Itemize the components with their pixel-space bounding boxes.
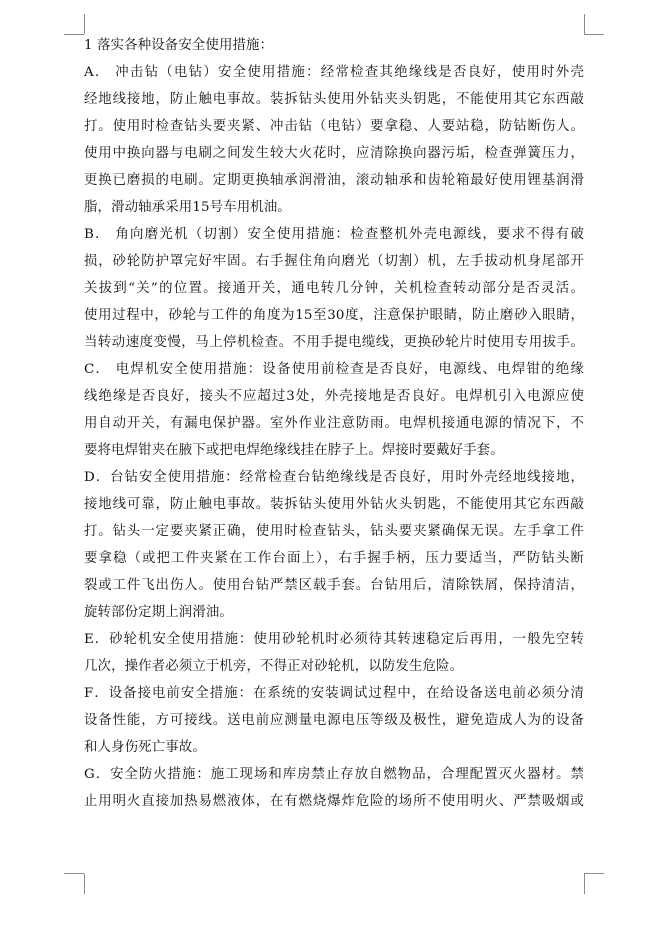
item-b-line-3: 关拔到“关”的位置。接通开关，通电转几分钟，关机检查转动部分是否灵活。: [84, 281, 584, 296]
crop-mark-top-left-h: [64, 34, 84, 35]
item-b-line-4: 使用过程中，砂轮与工件的角度为15至30度，注意保护眼睛，防止磨砂入眼睛，: [84, 308, 584, 323]
section-heading: 1 落实各种设备安全使用措施：: [84, 38, 274, 53]
item-c-line-1: C． 电焊机安全使用措施：设备使用前检查是否良好，电源线、电焊钳的绝缘: [84, 362, 584, 377]
item-e-line-1: E．砂轮机安全使用措施：使用砂轮机时必须待其转速稳定后再用，一般先空转: [84, 632, 584, 647]
item-a-line-1: A． 冲击钻（电钻）安全使用措施：经常检查其绝缘线是否良好，使用时外壳: [84, 65, 584, 80]
item-c-line-2: 线绝缘是否良好，接头不应超过3处，外壳接地是否良好。电焊机引入电源应使: [84, 389, 584, 404]
item-a-line-2: 经地线接地，防止触电事故。装拆钻头使用外钻夹头钥匙，不能使用其它东西敲: [84, 92, 584, 107]
item-d-line-2: 接地线可靠，防止触电事故。装拆钻头使用外钻火头钥匙，不能使用其它东西敲: [84, 497, 584, 512]
item-c-line-4: 要将电焊钳夹在腋下或把电焊绝缘线挂在脖子上。焊接时要戴好手套。: [84, 443, 504, 458]
item-c-line-3: 用自动开关，有漏电保护器。室外作业注意防雨。电焊机接通电源的情况下，不: [84, 416, 584, 431]
item-f-line-1: F．设备接电前安全措施：在系统的安装调试过程中，在给设备送电前必须分清: [84, 686, 584, 701]
item-a-line-4: 使用中换向器与电刷之间发生较大火花时，应清除换向器污垢，检查弹簧压力，: [84, 146, 584, 161]
crop-mark-top-right-v: [584, 14, 585, 34]
item-d-line-3: 打。钻头一定要夹紧正确，使用时检查钻头，钻头要夹紧确保无误。左手拿工件: [84, 524, 584, 539]
crop-mark-top-right-h: [584, 34, 604, 35]
item-f-line-3: 和人身伤死亡事故。: [84, 740, 206, 755]
item-e-line-2: 几次，操作者必须立于机旁，不得正对砂轮机，以防发生危险。: [84, 659, 464, 674]
item-b-line-5: 当转动速度变慢，马上停机检查。不用手提电缆线，更换砂轮片时使用专用拔手。: [84, 335, 584, 350]
item-d-line-6: 旋转部份定期上润滑油。: [84, 605, 233, 620]
crop-mark-bottom-right-v: [584, 874, 585, 894]
item-g-line-1: G．安全防火措施：施工现场和库房禁止存放自燃物品，合理配置灭火器材。禁: [84, 767, 584, 782]
item-g-line-2: 止用明火直接加热易燃液体，在有燃烧爆炸危险的场所不使用明火、严禁吸烟或: [84, 794, 584, 809]
item-b-line-1: B． 角向磨光机（切割）安全使用措施：检查整机外壳电源线，要求不得有破: [84, 227, 584, 242]
crop-mark-bottom-left-v: [84, 874, 85, 894]
item-d-line-4: 要拿稳（或把工件夹紧在工作台面上），右手握手柄，压力要适当，严防钻头断: [84, 551, 584, 566]
item-b-line-2: 损，砂轮防护罩完好牢固。右手握住角向磨光（切割）机，左手拔动机身尾部开: [84, 254, 584, 269]
item-f-line-2: 设备性能，方可接线。送电前应测量电源电压等级及极性，避免造成人为的设备: [84, 713, 584, 728]
item-d-line-5: 裂或工件飞出伤人。使用台钻严禁区载手套。台钻用后，清除铁屑，保持清洁，: [84, 578, 584, 593]
item-a-line-5: 更换已磨损的电刷。定期更换轴承润滑油，滚动轴承和齿轮箱最好使用锂基润滑: [84, 173, 584, 188]
item-a-line-3: 打。使用时检查钻头要夹紧、冲击钻（电钻）要拿稳、人要站稳，防钻断伤人。: [84, 119, 584, 134]
crop-mark-bottom-right-h: [584, 873, 604, 874]
crop-mark-bottom-left-h: [64, 873, 84, 874]
crop-mark-top-left-v: [84, 14, 85, 34]
document-body: [84, 36, 584, 819]
item-a-line-6: 脂，滑动轴承采用15号车用机油。: [84, 200, 291, 215]
item-d-line-1: D．台钻安全使用措施：经常检查台钻绝缘线是否良好，用时外壳经地线接地，: [84, 470, 584, 485]
